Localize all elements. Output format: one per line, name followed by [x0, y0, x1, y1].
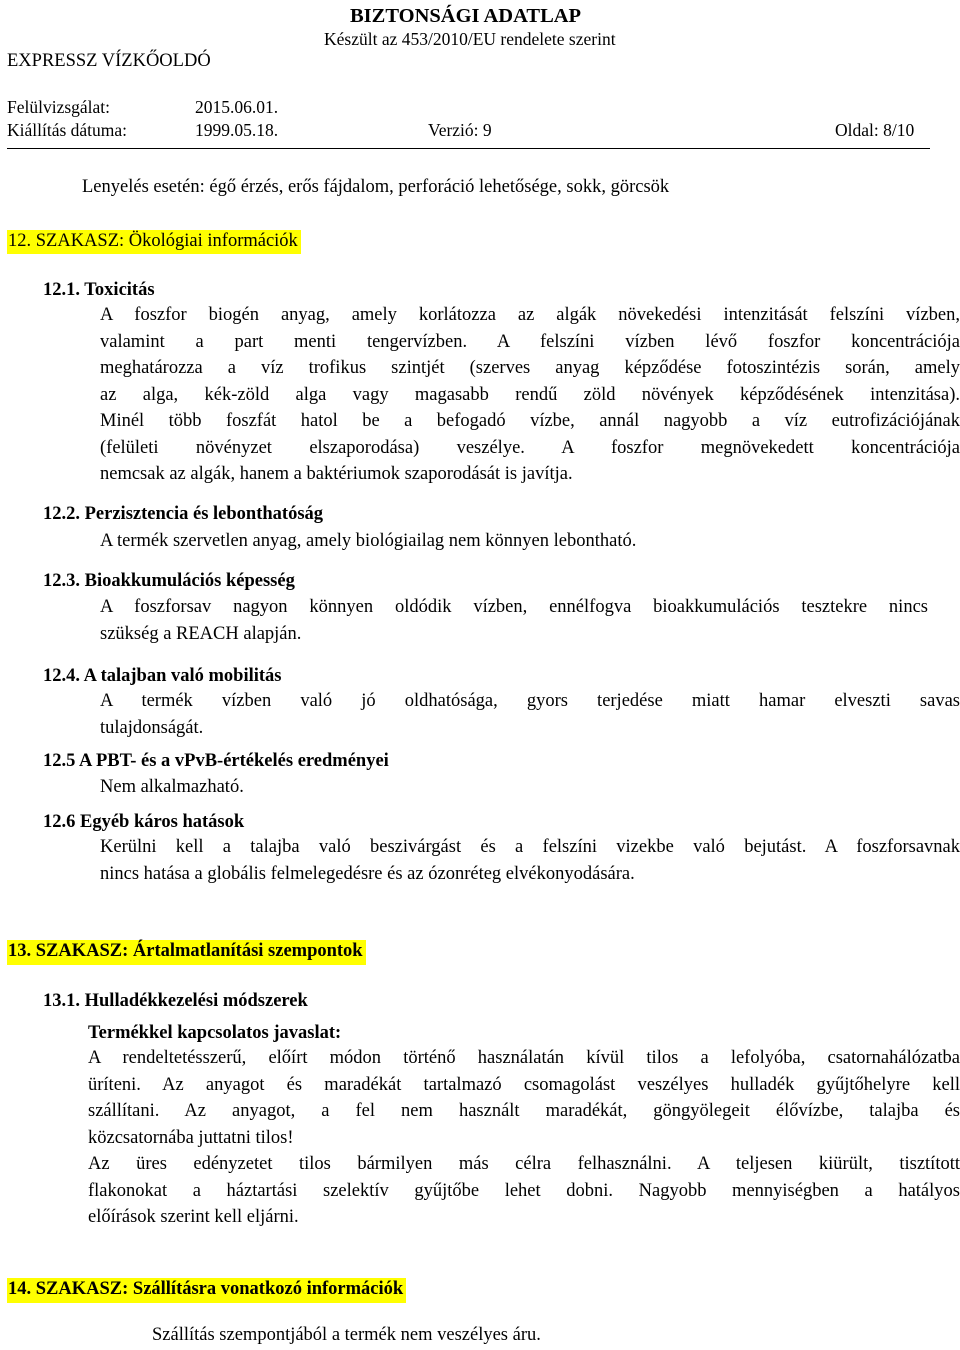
mobility-line: tulajdonságát.	[100, 717, 204, 738]
other-effects-line: Kerülni kell a talajba való beszivárgást és a felszíni vizekbe való bejutást. A foszforsavnak	[100, 837, 960, 857]
company-name: EXPRESSZ VÍZKŐOLDÓ	[7, 51, 211, 71]
disposal-line: A rendeltetésszerű, előírt módon történő használatán kívül tilos a lefolyóba, csatornahálózatba	[88, 1048, 960, 1068]
disposal-line: üríteni. Az anyagot és maradékát tartalmazó csomagolást veszélyes hulladék gyűjtőhelyre kell	[88, 1074, 960, 1095]
disposal-line: szállítani. Az anyagot, a fel nem használt maradékát, göngyölegeit élővízbe, talajba és	[88, 1101, 960, 1121]
subsection-12-4-title: 12.4. A talajban való mobilitás	[43, 666, 282, 686]
product-recommendation-title: Termékkel kapcsolatos javaslat:	[88, 1023, 342, 1043]
section-14-heading: 14. SZAKASZ: Szállításra vonatkozó információk	[7, 1278, 406, 1303]
other-effects-paragraph	[100, 834, 960, 887]
subsection-12-2-title: 12.2. Perzisztencia és lebonthatóság	[43, 504, 324, 524]
bioaccumulation-paragraph	[100, 594, 928, 647]
disposal-paragraph	[88, 1045, 960, 1231]
toxicity-line: meghatározza a víz trofikus szintjét (szerves anyag képződése fotoszintézis során, amely	[100, 358, 960, 378]
toxicity-line: valamint a part menti tengervízben. A felszíni vízben lévő foszfor koncentrációja	[100, 331, 960, 352]
subsection-12-3-title: 12.3. Bioakkumulációs képesség	[43, 571, 295, 591]
page-number: Oldal: 8/10	[835, 120, 915, 140]
regulation-note: Készült az 453/2010/EU rendelete szerint	[324, 29, 616, 49]
disposal-line: közcsatornába juttatni tilos!	[88, 1127, 294, 1148]
toxicity-line: A foszfor biogén anyag, amely korlátozza az algák növekedési intenzitását felszíni vízben,	[100, 305, 960, 325]
issue-label: Kiállítás dátuma:	[7, 120, 128, 140]
disposal-line: Az üres edényzetet tilos bármilyen más célra felhasználni. A teljesen kiürült, tisztított	[88, 1154, 960, 1174]
section-13-heading: 13. SZAKASZ: Ártalmatlanítási szempontok	[7, 940, 366, 965]
subsection-13-1-title: 13.1. Hulladékkezelési módszerek	[43, 991, 308, 1011]
disposal-line: előírások szerint kell eljárni.	[88, 1207, 299, 1227]
version-label: Verzió: 9	[428, 120, 492, 140]
subsection-12-6-title: 12.6 Egyéb káros hatások	[43, 812, 245, 832]
toxicity-line: Minél több foszfát hatol be a befogadó vízbe, annál nagyobb a víz eutrofizációjának	[100, 411, 960, 431]
other-effects-line: nincs hatása a globális felmelegedésre és az ózonréteg elvékonyodására.	[100, 863, 635, 884]
disposal-line: flakonokat a háztartási szelektív gyűjtőbe lehet dobni. Nagyobb mennyiségben a hatályos	[88, 1180, 960, 1201]
mobility-line: A termék vízben való jó oldhatósága, gyors terjedése miatt hamar elveszti savas	[100, 691, 960, 711]
transport-text: Szállítás szempontjából a termék nem veszélyes áru.	[152, 1325, 541, 1345]
mobility-paragraph	[100, 688, 960, 741]
section-12-heading: 12. SZAKASZ: Ökológiai információk	[7, 230, 301, 254]
header-divider	[7, 148, 930, 149]
persistence-text: A termék szervetlen anyag, amely biológiailag nem könnyen lebontható.	[100, 531, 637, 551]
subsection-12-5-title: 12.5 A PBT- és a vPvB-értékelés eredményei	[43, 751, 389, 771]
bioaccumulation-line: szükség a REACH alapján.	[100, 623, 302, 644]
toxicity-line: nemcsak az algák, hanem a baktériumok szaporodását is javítja.	[100, 464, 573, 484]
document-title: BIZTONSÁGI ADATLAP	[350, 5, 582, 27]
issue-date: 1999.05.18.	[195, 120, 279, 140]
revision-date: 2015.06.01.	[195, 97, 279, 117]
subsection-12-1-title: 12.1. Toxicitás	[43, 280, 155, 300]
toxicity-line: az alga, kék-zöld alga vagy magasabb rendű zöld növények képződésének intenzitása).	[100, 384, 960, 405]
toxicity-paragraph	[100, 302, 960, 488]
pbt-text: Nem alkalmazható.	[100, 777, 244, 797]
bioaccumulation-line: A foszforsav nagyon könnyen oldódik vízben, ennélfogva bioakkumulációs tesztekre nincs	[100, 597, 928, 617]
toxicity-line: (felületi növényzet elszaporodása) veszélye. A foszfor megnövekedett koncentrációja	[100, 437, 960, 458]
swallow-symptoms: Lenyelés esetén: égő érzés, erős fájdalom, perforáció lehetősége, sokk, görcsök	[82, 177, 670, 197]
revision-label: Felülvizsgálat:	[7, 97, 111, 117]
